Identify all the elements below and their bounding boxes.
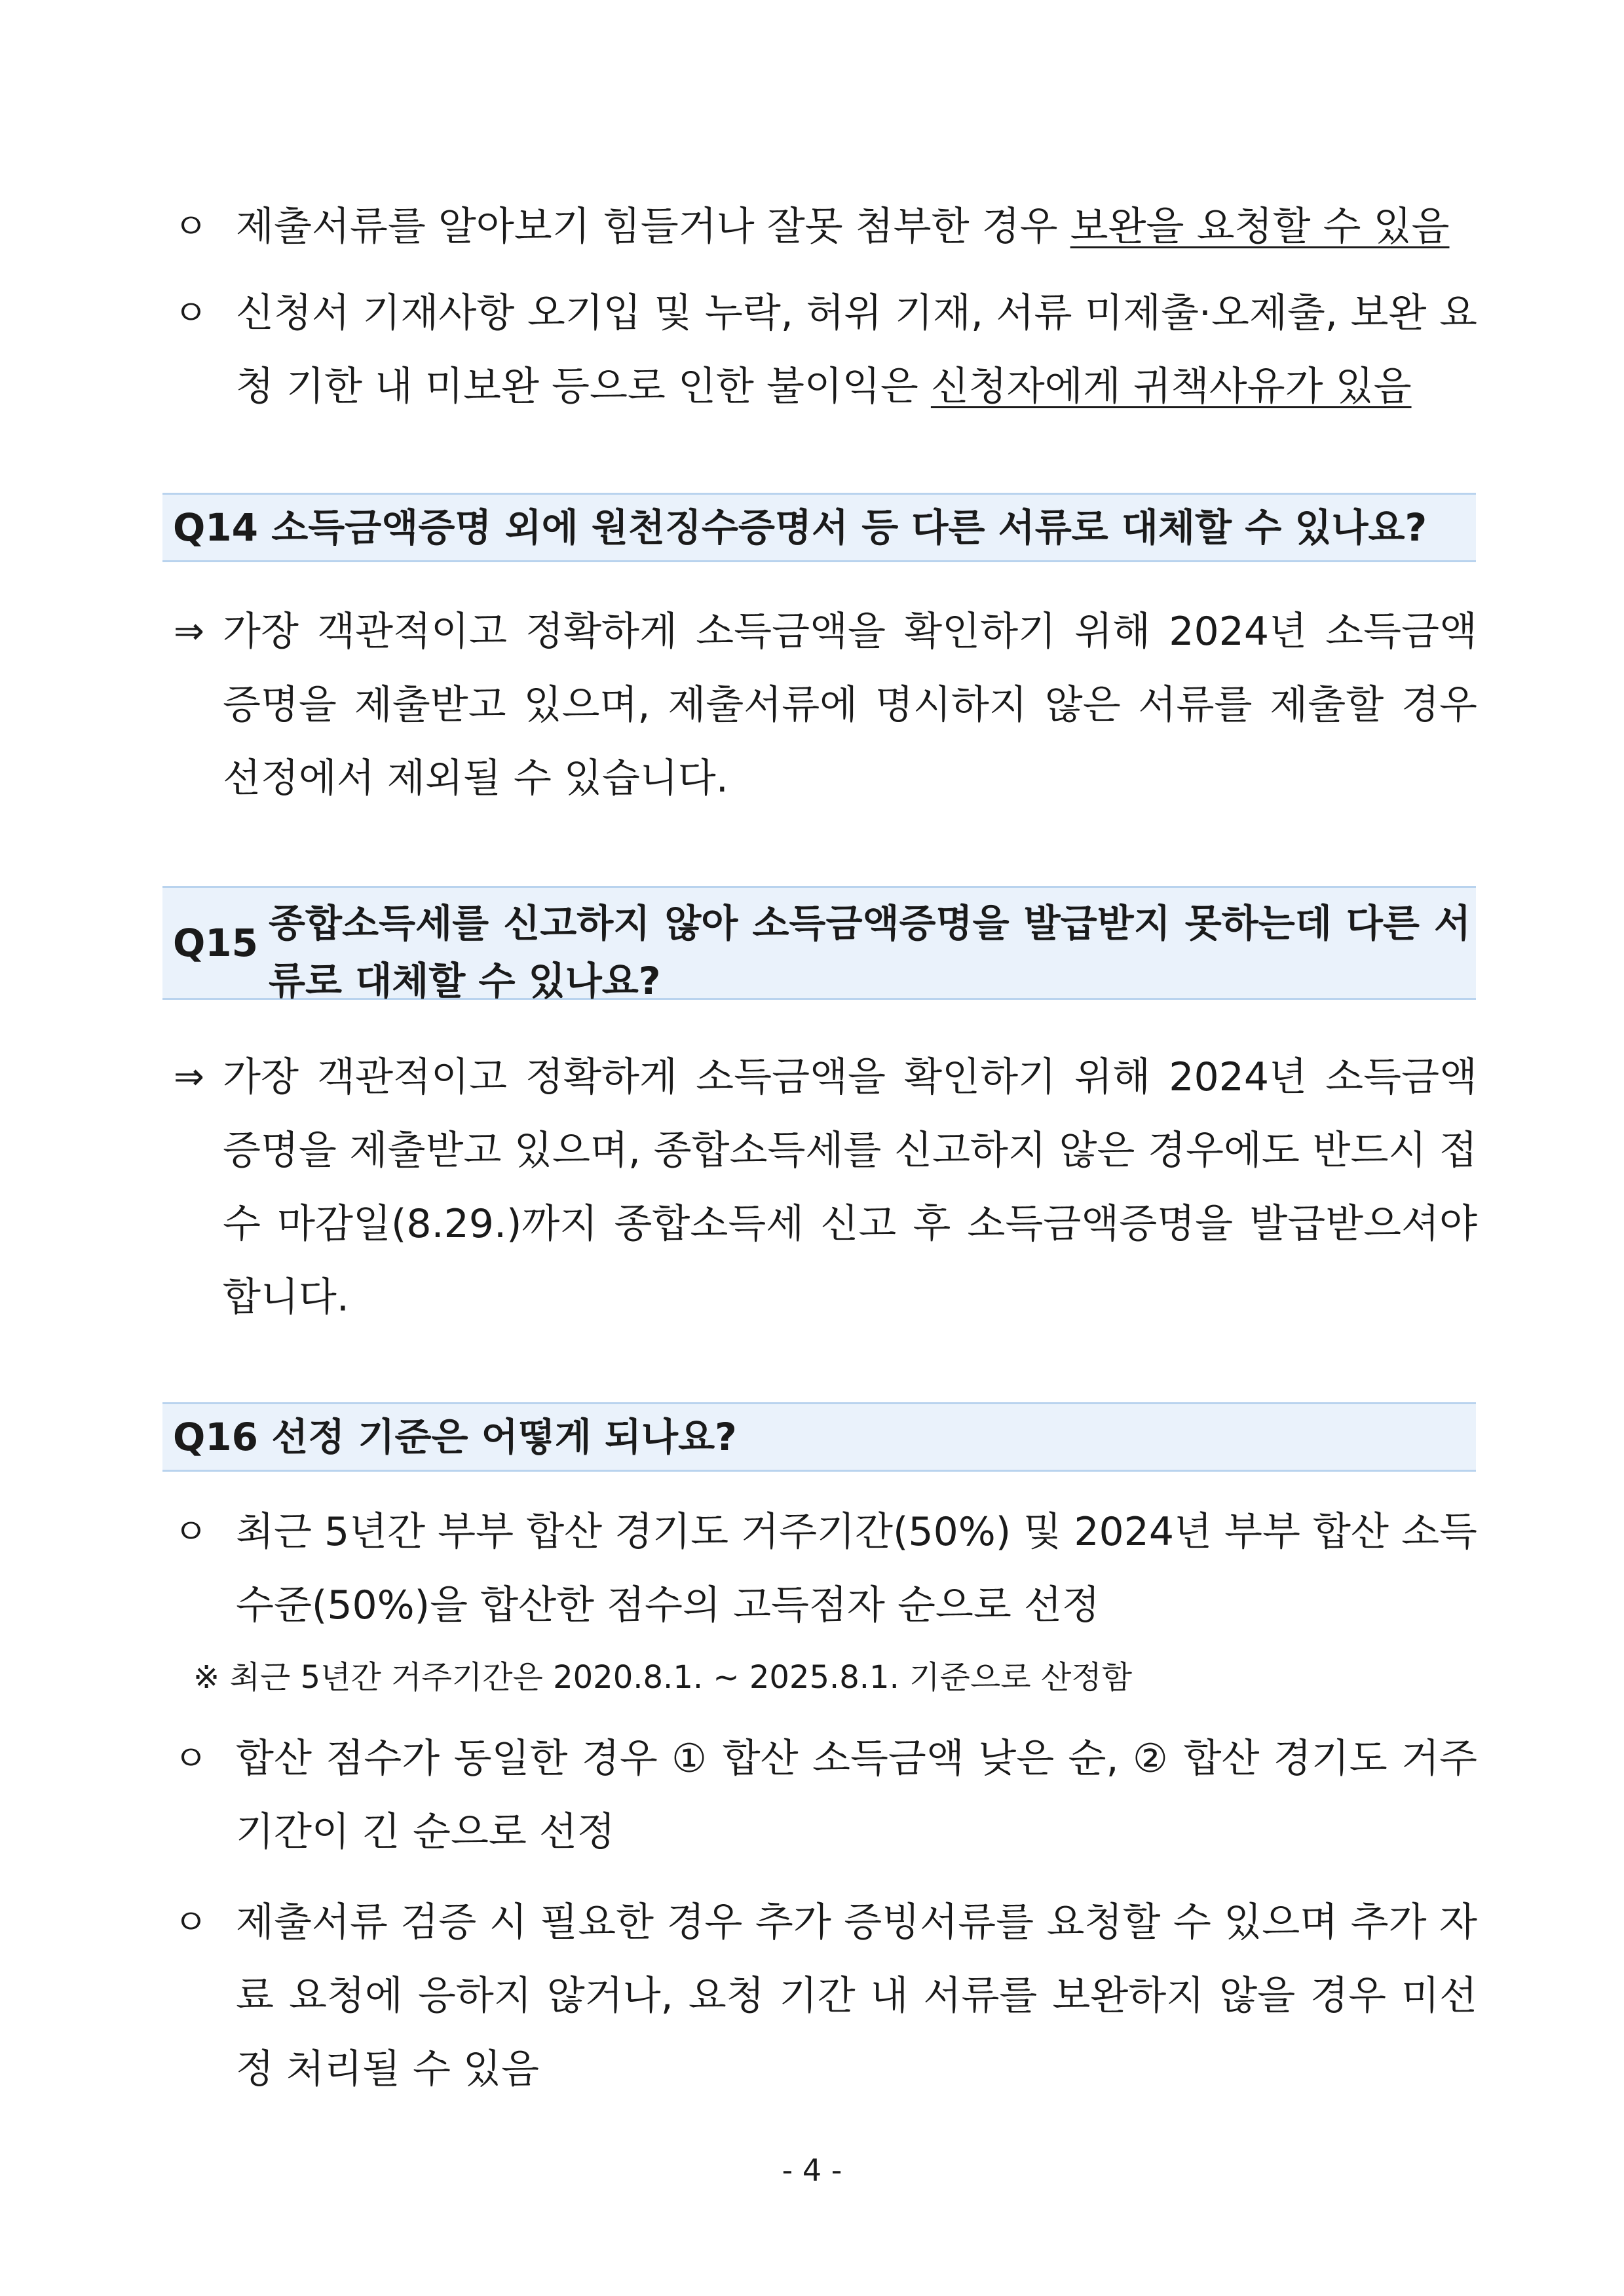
arrow-icon: ⇒ — [174, 1056, 204, 1098]
intro-item-2-text: 신청서 기재사항 오기입 및 누락, 허위 기재, 서류 미제출·오제출, 보완 요청 기한 내 미보완 등으로 인한 불이익은 신청자에게 귀책사유가 있음 — [236, 290, 1477, 410]
q16-item-3-text: 제출서류 검증 시 필요한 경우 추가 증빙서류를 요청할 수 있으며 추가 자료 요청에 응하지 않거나, 요청 기간 내 서류를 보완하지 않을 경우 미선정 처리될 수 있음 — [236, 1900, 1477, 2092]
arrow-icon: ⇒ — [174, 610, 204, 653]
circle-bullet-icon: ㅇ — [174, 1738, 208, 1779]
page-number: - 4 - — [782, 2152, 842, 2188]
intro-item-1 — [174, 190, 1477, 263]
underlined-phrase: 보완을 요청할 수 있음 — [1070, 204, 1450, 250]
question-q15-number: Q15 — [173, 921, 259, 965]
q16-item-2 — [174, 1722, 1477, 1869]
circle-bullet-icon: ㅇ — [174, 292, 208, 334]
circle-bullet-icon: ㅇ — [174, 1511, 208, 1552]
question-q16: Q16 선정 기준은 어떻게 되나요? — [173, 1415, 737, 1459]
q16-item-1 — [174, 1495, 1477, 1642]
answer-q14 — [174, 595, 1477, 815]
note-residence-period: ※ 최근 5년간 거주기간은 2020.8.1. ~ 2025.8.1. 기준으로 산정함 — [193, 1659, 1132, 1696]
underlined-phrase: 신청자에게 귀책사유가 있음 — [930, 364, 1412, 410]
answer-q15-text: 가장 객관적이고 정확하게 소득금액을 확인하기 위해 2024년 소득금액 증명을 제출받고 있으며, 종합소득세를 신고하지 않은 경우에도 반드시 접수 마감일(8.29.)까지 종합소득세 신고 후 소득금액증명을 발급받으셔야 합니다. — [223, 1054, 1477, 1320]
q16-item-1-text: 최근 5년간 부부 합산 경기도 거주기간(50%) 및 2024년 부부 합산 소득 수준(50%)을 합산한 점수의 고득점자 순으로 선정 — [236, 1509, 1477, 1628]
circle-bullet-icon: ㅇ — [174, 206, 208, 247]
answer-q15 — [174, 1041, 1477, 1334]
circle-bullet-icon: ㅇ — [174, 1902, 208, 1943]
question-box-q15 — [162, 886, 1476, 1003]
question-box-q14 — [162, 493, 1476, 562]
question-q15-text: 종합소득세를 신고하지 않아 소득금액증명을 발급받지 못하는데 다른 서류로 대체할 수 있나요? — [269, 901, 1471, 1003]
intro-item-2 — [174, 277, 1477, 423]
q16-item-3 — [174, 1886, 1477, 2106]
intro-item-1-text: 제출서류를 알아보기 힘들거나 잘못 첨부한 경우 보완을 요청할 수 있음 — [236, 204, 1450, 250]
q16-item-2-text: 합산 점수가 동일한 경우 ① 합산 소득금액 낮은 순, ② 합산 경기도 거주기간이 긴 순으로 선정 — [236, 1736, 1477, 1855]
question-box-q16 — [162, 1402, 1476, 1472]
question-q14: Q14 소득금액증명 외에 원천징수증명서 등 다른 서류로 대체할 수 있나요? — [173, 505, 1427, 550]
answer-q14-text: 가장 객관적이고 정확하게 소득금액을 확인하기 위해 2024년 소득금액 증명을 제출받고 있으며, 제출서류에 명시하지 않은 서류를 제출할 경우 선정에서 제외될 수 있습니다. — [223, 609, 1477, 801]
